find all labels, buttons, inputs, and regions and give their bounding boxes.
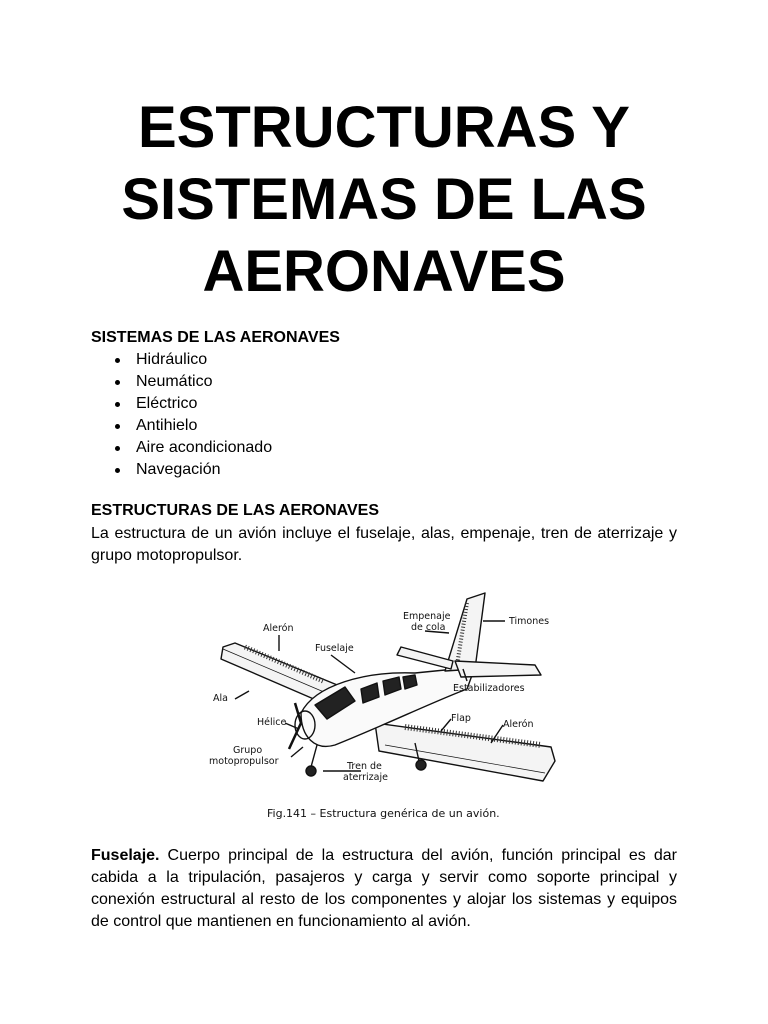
title-line-1: ESTRUCTURAS Y [138,95,630,160]
list-item: Navegación [112,459,272,481]
structures-intro: La estructura de un avión incluye el fuselaje, alas, empenaje, tren de aterrizaje y grupo motopropulsor. [91,525,677,564]
list-item: Neumático [112,371,272,393]
label-tren-2: aterrizaje [343,772,388,783]
label-grupo-2: motopropulsor [209,756,279,767]
label-flap: Flap [451,713,471,724]
title-line-2: SISTEMAS DE LAS [121,167,647,232]
list-item: Aire acondicionado [112,437,272,459]
label-aleron-right: Alerón [503,719,534,730]
label-helice: Hélice [257,717,287,728]
page-title [0,92,768,308]
title-line-3: AERONAVES [202,239,566,304]
systems-list [112,349,272,481]
airplane-diagram [205,585,565,825]
list-item: Eléctrico [112,393,272,415]
list-item: Hidráulico [112,349,272,371]
structures-heading: ESTRUCTURAS DE LAS AERONAVES [91,502,380,519]
label-grupo-1: Grupo [233,745,263,756]
label-fuselaje: Fuselaje [315,643,354,654]
systems-heading: SISTEMAS DE LAS AERONAVES [91,329,340,346]
figure-caption: Fig.141 – Estructura genérica de un avión. [267,807,500,820]
label-ala: Ala [213,693,228,704]
airplane-figure [205,585,565,825]
label-timones: Timones [509,616,550,627]
fuselaje-paragraph [91,845,677,933]
fuselaje-term: Fuselaje. [91,847,160,864]
label-empenaje-1: Empenaje [403,611,451,622]
fuselaje-text: Cuerpo principal de la estructura del avión, función principal es dar cabida a la tripulación, pasajeros y carga y servir como soporte principal y conexión estructural al resto de los componentes y alojar los sistemas y equipos de control que mantienen en funcionamiento al avión. [91,847,677,930]
label-empenaje-2: de cola [411,622,446,633]
label-aleron-left: Alerón [263,623,294,634]
label-estabilizadores: Estabilizadores [453,683,525,694]
label-tren-1: Tren de [347,761,382,772]
list-item: Antihielo [112,415,272,437]
